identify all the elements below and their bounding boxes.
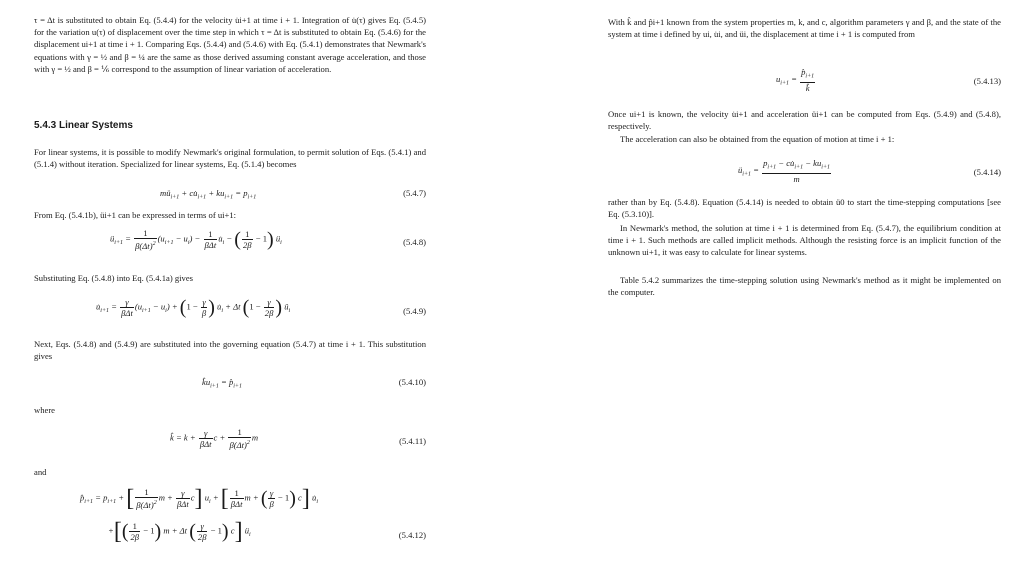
equation-5-4-7: [34, 188, 426, 202]
equation-body: $u̇_{i+1}$ = $\frac{\gamma}{\text{βΔt}}$ $(u_{i+1} - u_i) + (1$ − $\frac{\gamma}{\beta}$ ) $u̇_i + \Delta t$ (1 − $\frac{\gamma}{2\beta}$ ) $ü_i$: [96, 296, 291, 319]
with-paragraph: With k̂ and p̂i+1 known from the system properties m, k, and c, algorithm parameters γ and β, and the state of the system at time i defined by ui, u̇i, and üi, the displacement at time i + 1 is computed from: [608, 17, 1001, 40]
equation-number: (5.4.9): [403, 306, 426, 316]
equation-number: (5.4.13): [973, 76, 1001, 86]
next-paragraph: Next, Eqs. (5.4.8) and (5.4.9) are substituted into the governing equation (5.4.7) at time i + 1. This substitution gives: [34, 339, 426, 362]
equation-5-4-8: [34, 228, 426, 258]
equation-body: $ü_{i+1}$ = $\frac{1}{\beta(\Delta t)^2}$ $(u_{i+1} - u_i)$ − $\frac{1}{\text{βΔt}}$ $u̇_i$ − ( $\frac{1}{2\beta}$ − 1) $ü_i$: [110, 228, 282, 251]
substituting-paragraph: Substituting Eq. (5.4.8) into Eq. (5.4.1a) gives: [34, 273, 193, 283]
equation-number: (5.4.11): [399, 436, 426, 446]
equation-5-4-12-line-2: [34, 518, 426, 551]
equation-body: +[( $\frac{1}{2\beta}$ − 1) m + Δt ( $\frac{\gamma}{2\beta}$ − 1) c] $ü_i$: [108, 518, 251, 545]
equation-5-4-12-line-1: [34, 487, 426, 517]
equation-number: (5.4.10): [398, 377, 426, 387]
once-paragraph: Once ui+1 is known, the velocity u̇i+1 and acceleration üi+1 can be computed from Eqs. (5.4.9) and (5.4.8), respectively.: [608, 109, 1001, 132]
and-label: and: [34, 467, 47, 477]
equation-number: (5.4.14): [973, 167, 1001, 177]
equation-body: $mü_{i+1}$ + $cu̇_{i+1} + ku_{i+1} = p_{i+1}$: [160, 188, 257, 201]
express-paragraph: From Eq. (5.4.1b), üi+1 can be expressed in terms of ui+1:: [34, 210, 237, 220]
table-summary-paragraph: Table 5.4.2 summarizes the time-stepping solution using Newmark's method as it might be implemented on the computer.: [608, 275, 1001, 298]
rather-paragraph: rather than by Eq. (5.4.8). Equation (5.4.14) is needed to obtain ü0 to start the time-stepping computations [see Eq. (5.3.10)].: [608, 197, 1001, 220]
equation-5-4-11: [34, 427, 426, 457]
equation-body: $u_{i+1}$ = $\frac{p̂_{i+1}}{k̂}$: [776, 67, 815, 93]
acceleration-paragraph: The acceleration can also be obtained from the equation of motion at time i + 1:: [620, 134, 895, 144]
equation-number: (5.4.7): [403, 188, 426, 198]
where-label: where: [34, 405, 55, 415]
equation-body: $ü_{i+1}$ = $\frac{p_{i+1} - cu̇_{i+1} - ku_{i+1}}{m}$: [738, 158, 831, 184]
equation-5-4-10: [34, 377, 426, 391]
section-heading: 5.4.3 Linear Systems: [34, 120, 133, 131]
equation-5-4-14: [608, 158, 1001, 188]
equation-5-4-13: [608, 67, 1001, 97]
linear-systems-paragraph: For linear systems, it is possible to modify Newmark's original formulation, to permit solution of Eqs. (5.4.1) and (5.1.4) without iteration. Specialized for linear systems, Eq. (5.1.4) becomes: [34, 147, 426, 170]
equation-body: $p̂_{i+1} = p_{i+1}$ + [ $\frac{1}{\beta(\Delta t)^2}$ m + $\frac{\gamma}{\text{βΔt}}$ c] $u_i$ + [ $\frac{1}{\text{βΔt}}$ m + ( $\frac{\gamma}{\beta}$ − 1) c] $u̇_i$: [80, 485, 318, 512]
intro-paragraph: τ = Δt is substituted to obtain Eq. (5.4.4) for the velocity u̇i+1 at time i + 1. Integration of u̇(τ) gives Eq. (5.4.5) for the variation u(τ) of displacement over the time step in which τ = Δt is substituted to obtain Eq. (5.4.6) for the displacement ui+1 at time i + 1. Comparing Eqs. (5.4.4) and (5.4.6) with Eq. (5.4.1) demonstrates that Newmark's equations with γ = ½ and β = ¼ are the same as those derived assuming constant average acceleration, and those with γ = ½ and β = ⅙ correspond to the assumption of linear variation of acceleration.: [34, 15, 426, 74]
equation-number: (5.4.12): [398, 530, 426, 540]
equation-number: (5.4.8): [403, 237, 426, 247]
equation-5-4-9: [34, 297, 426, 327]
equation-body: $k̂u_{i+1}$ = $p̂_{i+1}$: [202, 377, 242, 390]
implicit-methods-paragraph: In Newmark's method, the solution at time i + 1 is determined from Eq. (5.4.7), the equilibrium condition at time i + 1. Such methods are called implicit methods. Although the resisting force is an implicit function of the unknown ui+1, it was easy to calculate for linear systems.: [608, 223, 1001, 258]
equation-body: k̂ = k + $\frac{\gamma}{\text{βΔt}}$ c + $\frac{1}{\beta(\Delta t)^2}$ m: [170, 427, 259, 450]
